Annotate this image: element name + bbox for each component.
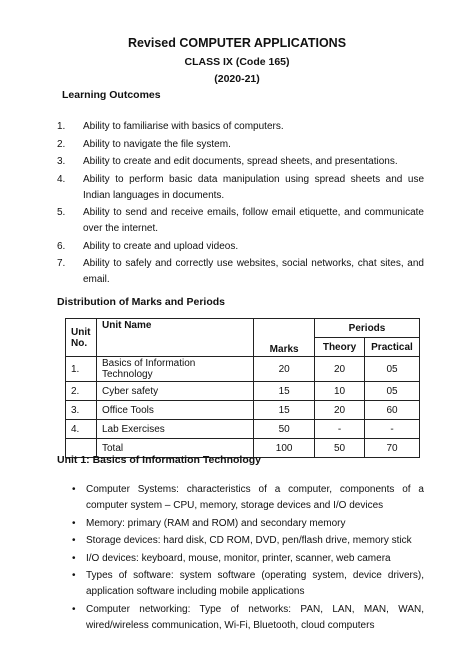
cell-practical: 60	[365, 401, 420, 420]
item-number: 4.	[57, 173, 66, 185]
cell-unit: 3.	[66, 401, 97, 420]
unit1-heading: Unit 1: Basics of Information Technology	[57, 454, 261, 466]
header-unit-no: Unit No.	[66, 319, 97, 357]
cell-unit: 2.	[66, 382, 97, 401]
item-text: Ability to familiarise with basics of computers.	[83, 121, 284, 132]
list-item	[57, 154, 424, 170]
cell-theory: -	[315, 420, 365, 439]
list-item	[72, 568, 424, 600]
cell-theory: 10	[315, 382, 365, 401]
cell-name: Basics of Information Technology	[96, 357, 253, 382]
list-item	[57, 256, 424, 288]
item-text: Storage devices: hard disk, CD ROM, DVD, pen/flash drive, memory stick	[86, 535, 412, 546]
cell-practical: 70	[365, 439, 420, 458]
academic-year: (2020-21)	[214, 73, 260, 85]
distribution-heading: Distribution of Marks and Periods	[57, 296, 226, 308]
item-text: Ability to send and receive emails, follow email etiquette, and communicate over the internet.	[83, 207, 424, 234]
bullet-icon: •	[72, 552, 76, 564]
header-practical: Practical	[365, 338, 420, 357]
table-row	[66, 357, 420, 382]
document-title: Revised COMPUTER APPLICATIONS	[127, 36, 347, 50]
table-row	[66, 401, 420, 420]
learning-outcomes-list	[57, 119, 424, 290]
header-unit-name: Unit Name	[96, 319, 253, 357]
header-theory: Theory	[315, 338, 365, 357]
cell-theory: 20	[315, 401, 365, 420]
list-item	[72, 551, 424, 567]
cell-name: Office Tools	[96, 401, 253, 420]
cell-name: Total	[96, 439, 253, 458]
list-item	[72, 533, 424, 549]
item-number: 5.	[57, 207, 66, 218]
cell-marks: 20	[254, 357, 315, 382]
cell-theory: 20	[315, 357, 365, 382]
marks-table	[65, 318, 420, 458]
item-number: 3.	[57, 156, 66, 167]
table-row	[66, 420, 420, 439]
cell-theory: 50	[315, 439, 365, 458]
item-number: 6.	[57, 240, 66, 252]
bullet-icon: •	[72, 517, 76, 529]
list-item	[72, 602, 424, 634]
item-text: Ability to create and upload videos.	[83, 240, 239, 252]
list-item	[57, 137, 424, 153]
cell-name: Lab Exercises	[96, 420, 253, 439]
header-periods: Periods	[315, 319, 420, 338]
cell-marks: 50	[254, 420, 315, 439]
list-item	[72, 482, 424, 514]
list-item	[72, 516, 424, 532]
item-text: Computer networking: Type of networks: PAN, LAN, MAN, WAN, wired/wireless communication, Wi-Fi, Bluetooth, cloud computers	[86, 603, 424, 631]
cell-unit: 1.	[66, 357, 97, 382]
header-marks: Marks	[254, 319, 315, 357]
bullet-icon: •	[72, 535, 76, 546]
item-number: 7.	[57, 258, 66, 269]
cell-practical: 05	[365, 357, 420, 382]
list-item	[57, 119, 424, 135]
item-text: I/O devices: keyboard, mouse, monitor, printer, scanner, web camera	[86, 552, 391, 564]
item-text: Ability to create and edit documents, spread sheets, and presentations.	[83, 156, 398, 167]
learning-outcomes-heading: Learning Outcomes	[62, 89, 161, 101]
bullet-icon: •	[72, 603, 76, 615]
cell-unit: 4.	[66, 420, 97, 439]
item-text: Types of software: system software (operating system, device drivers), application software including mobile applications	[86, 570, 424, 597]
item-number: 1.	[57, 121, 66, 132]
cell-practical: 05	[365, 382, 420, 401]
item-text: Memory: primary (RAM and ROM) and secondary memory	[86, 517, 346, 529]
item-text: Ability to perform basic data manipulation using spread sheets and use Indian languages in documents.	[83, 173, 424, 201]
bullet-icon: •	[72, 570, 76, 581]
cell-marks: 100	[254, 439, 315, 458]
cell-marks: 15	[254, 382, 315, 401]
bullet-icon: •	[72, 484, 76, 495]
cell-name: Cyber safety	[96, 382, 253, 401]
unit1-list	[72, 482, 424, 635]
table-row	[66, 382, 420, 401]
cell-practical: -	[365, 420, 420, 439]
cell-marks: 15	[254, 401, 315, 420]
item-text: Ability to navigate the file system.	[83, 138, 231, 150]
item-text: Ability to safely and correctly use websites, social networks, chat sites, and email.	[83, 258, 424, 285]
class-code: CLASS IX (Code 165)	[184, 56, 290, 68]
list-item	[57, 205, 424, 237]
item-text: Computer Systems: characteristics of a computer, components of a computer system – CPU, memory, storage devices and I/O devices	[86, 484, 424, 511]
list-item	[57, 239, 424, 255]
item-number: 2.	[57, 138, 66, 150]
list-item	[57, 172, 424, 204]
